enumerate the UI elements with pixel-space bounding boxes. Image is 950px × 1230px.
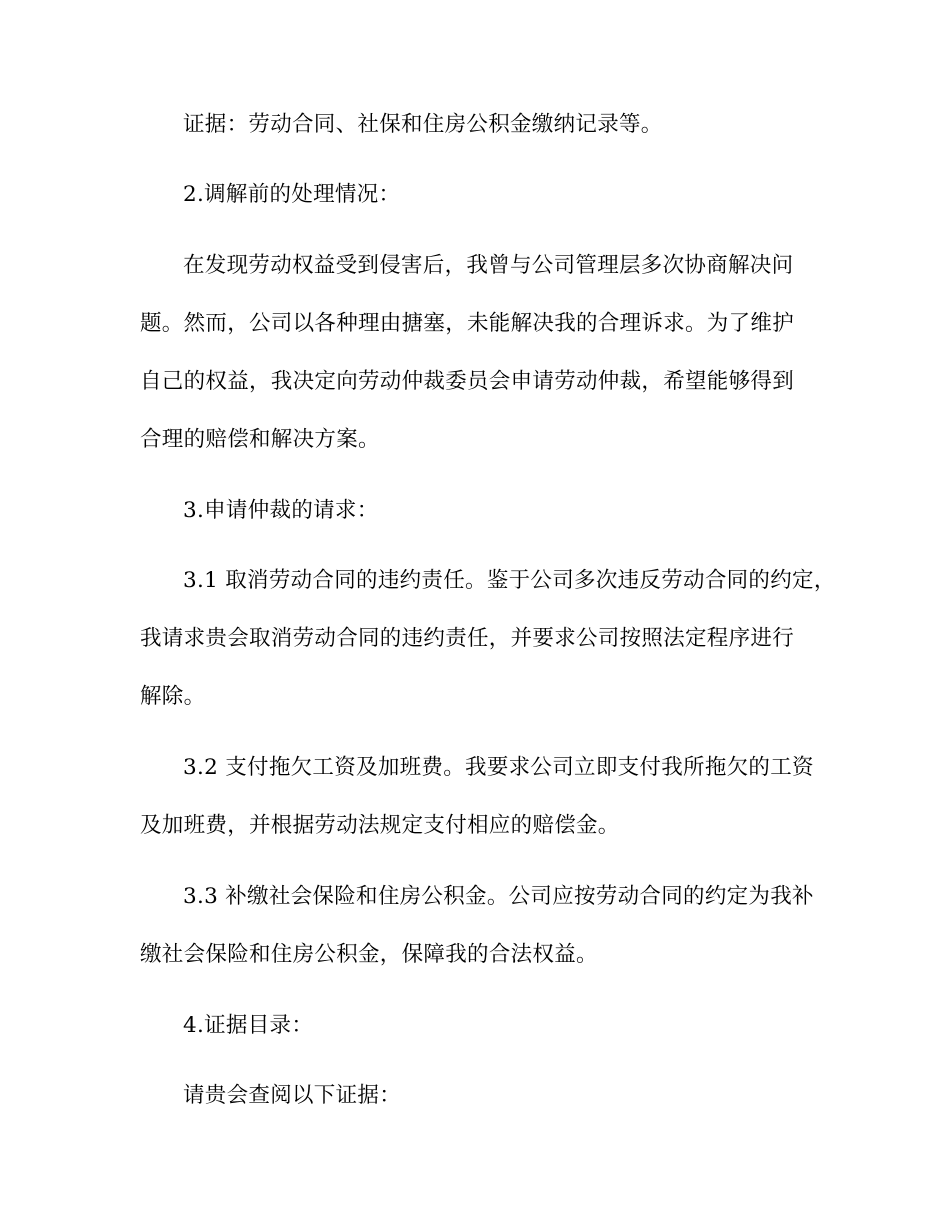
item-3-1-line-3: 解除。 — [140, 684, 206, 709]
evidence-request-line: 请贵会查阅以下证据： — [183, 1083, 402, 1108]
paragraph-2-line-2: 题。然而，公司以各种理由搪塞，未能解决我的合理诉求。为了维护 — [140, 311, 795, 336]
item-3-3-line-2: 缴社会保险和住房公积金，保障我的合法权益。 — [140, 942, 598, 967]
section-heading-2: 2.调解前的处理情况： — [183, 182, 401, 207]
item-3-3-line-1: 3.3 补缴社会保险和住房公积金。公司应按劳动合同的约定为我补 — [183, 884, 814, 909]
evidence-line: 证据：劳动合同、社保和住房公积金缴纳记录等。 — [183, 112, 663, 137]
section-heading-3: 3.申请仲裁的请求： — [183, 498, 379, 523]
item-3-2-line-1: 3.2 支付拖欠工资及加班费。我要求公司立即支付我所拖欠的工资 — [183, 755, 814, 780]
paragraph-2-line-1: 在发现劳动权益受到侵害后，我曾与公司管理层多次协商解决问 — [183, 253, 794, 278]
paragraph-2-line-3: 自己的权益，我决定向劳动仲裁委员会申请劳动仲裁，希望能够得到 — [140, 369, 795, 394]
item-3-2-line-2: 及加班费，并根据劳动法规定支付相应的赔偿金。 — [140, 813, 620, 838]
item-3-1-line-1: 3.1 取消劳动合同的违约责任。鉴于公司多次违反劳动合同的约定， — [183, 568, 836, 593]
section-heading-4: 4.证据目录： — [183, 1013, 314, 1038]
paragraph-2-line-4: 合理的赔偿和解决方案。 — [140, 427, 380, 452]
item-3-1-line-2: 我请求贵会取消劳动合同的违约责任，并要求公司按照法定程序进行 — [140, 626, 795, 651]
